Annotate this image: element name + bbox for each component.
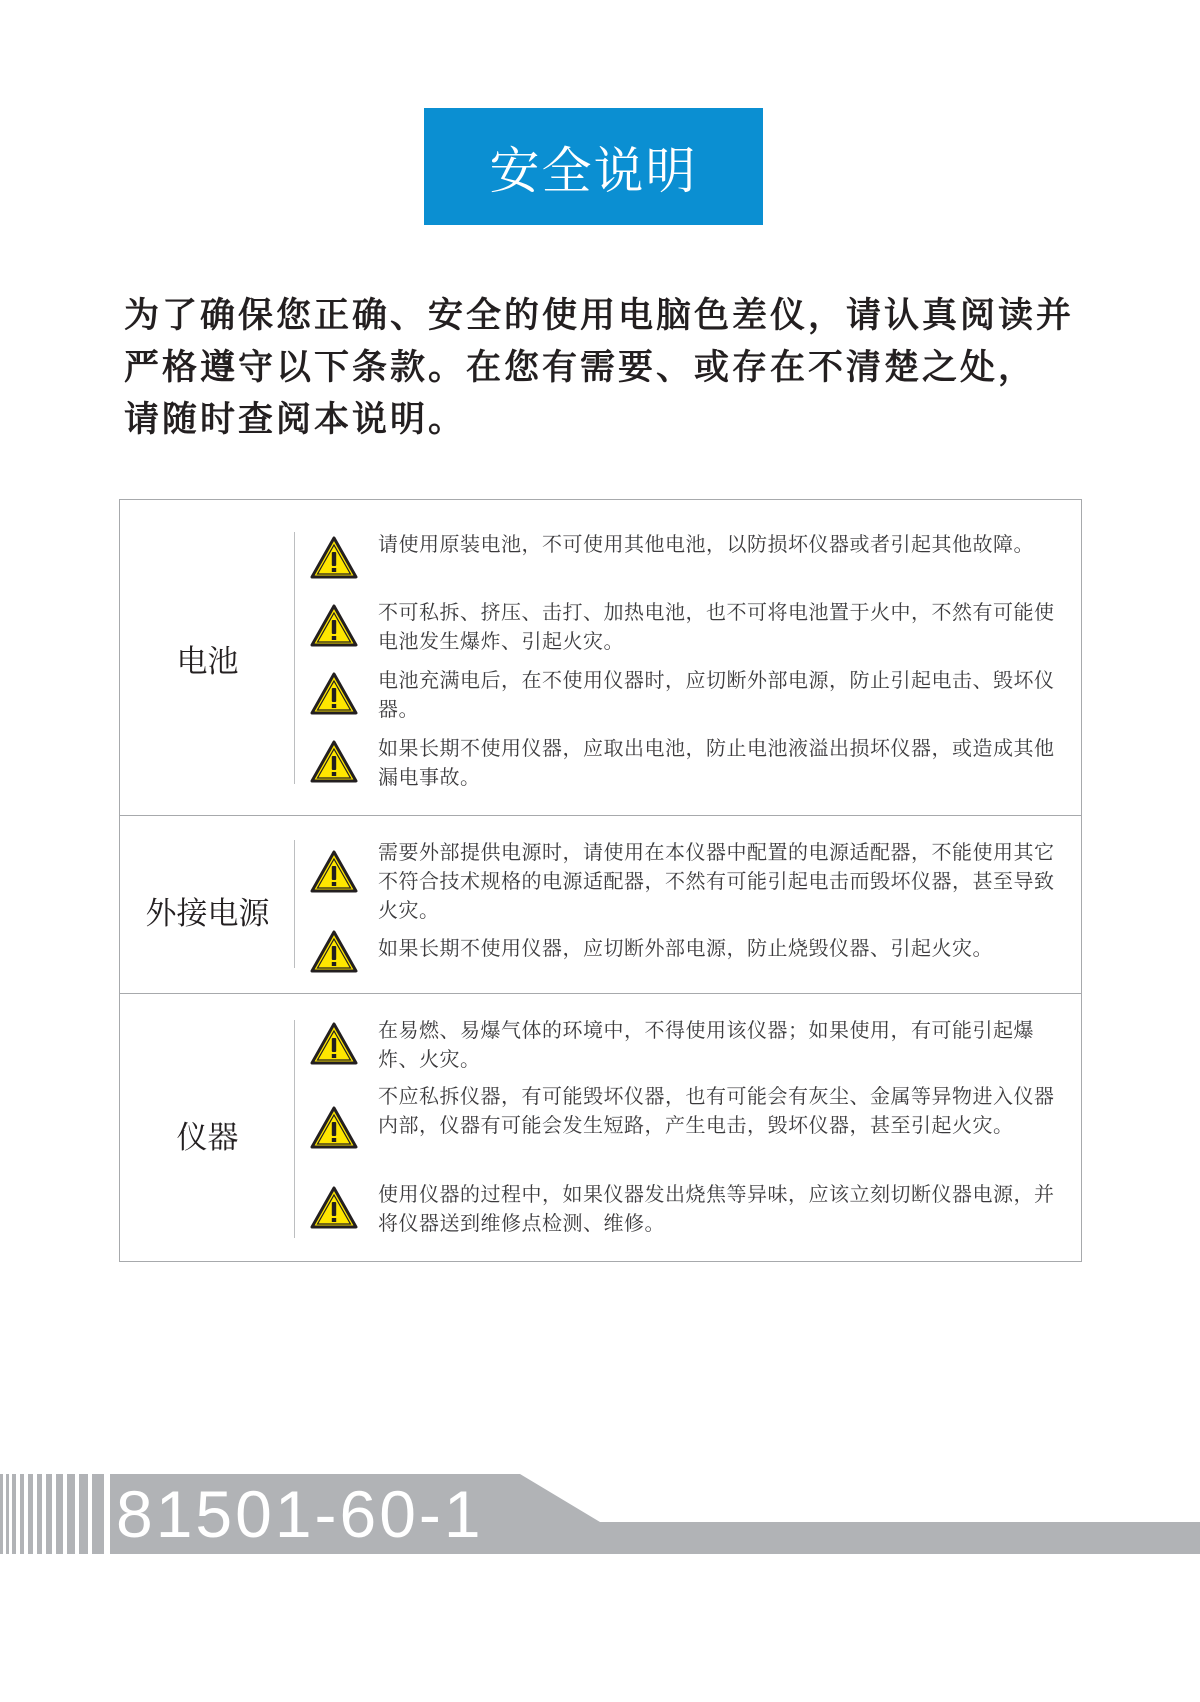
warning-text: 如果长期不使用仪器，应切断外部电源，防止烧毁仪器、引起火灾。 bbox=[378, 936, 993, 960]
warning-icon bbox=[310, 850, 358, 893]
intro-paragraph bbox=[124, 290, 1074, 446]
warning-icon bbox=[310, 1106, 358, 1149]
warning-text: 如果长期不使用仪器，应取出电池，防止电池液溢出损坏仪器，或造成其他漏电事故。 bbox=[378, 736, 1055, 789]
section-label: 电池 bbox=[176, 644, 239, 680]
warning-text: 需要外部提供电源时，请使用在本仪器中配置的电源适配器，不能使用其它不符合技术规格的电源适配器，不然有可能引起电击而毁坏仪器，甚至导致火灾。 bbox=[378, 840, 1055, 922]
intro-line: 严格遵守以下条款。在您有需要、或存在不清楚之处， bbox=[124, 348, 1037, 388]
barcode-stripes bbox=[0, 1474, 104, 1554]
warning-icon bbox=[310, 536, 358, 579]
warning-text: 在易燃、易爆气体的环境中，不得使用该仪器；如果使用，有可能引起爆炸、火灾。 bbox=[378, 1018, 1034, 1071]
intro-line: 请随时查阅本说明。 bbox=[124, 400, 467, 440]
section-device bbox=[120, 993, 1081, 1261]
divider bbox=[294, 532, 295, 784]
warning-text: 不应私拆仪器，有可能毁坏仪器，也有可能会有灰尘、金属等异物进入仪器内部，仪器有可能会发生短路，产生电击，毁坏仪器，甚至引起火灾。 bbox=[378, 1084, 1055, 1137]
warning-icon bbox=[310, 672, 358, 715]
warning-text: 电池充满电后，在不使用仪器时，应切断外部电源，防止引起电击、毁坏仪器。 bbox=[378, 668, 1055, 721]
warning-icon bbox=[310, 930, 358, 973]
warning-icon bbox=[310, 604, 358, 647]
warning-icon bbox=[310, 1186, 358, 1229]
warning-text: 请使用原装电池，不可使用其他电池，以防损坏仪器或者引起其他故障。 bbox=[378, 532, 1034, 556]
section-label: 仪器 bbox=[176, 1120, 239, 1156]
divider bbox=[294, 1020, 295, 1238]
warning-icon bbox=[310, 1022, 358, 1065]
safety-table bbox=[119, 499, 1082, 1262]
page-title: 安全说明 bbox=[424, 108, 763, 225]
warning-icon bbox=[310, 740, 358, 783]
section-label: 外接电源 bbox=[145, 896, 270, 932]
warning-text: 使用仪器的过程中，如果仪器发出烧焦等异味，应该立刻切断仪器电源，并将仪器送到维修点检测、维修。 bbox=[378, 1182, 1055, 1235]
intro-line: 为了确保您正确、安全的使用电脑色差仪，请认真阅读并 bbox=[124, 296, 1075, 336]
divider bbox=[294, 840, 295, 968]
section-battery bbox=[120, 500, 1081, 815]
section-external-power bbox=[120, 815, 1081, 993]
warning-text: 不可私拆、挤压、击打、加热电池，也不可将电池置于火中，不然有可能使电池发生爆炸、引起火灾。 bbox=[378, 600, 1055, 653]
document-code: 81501-60-1 bbox=[116, 1477, 484, 1551]
